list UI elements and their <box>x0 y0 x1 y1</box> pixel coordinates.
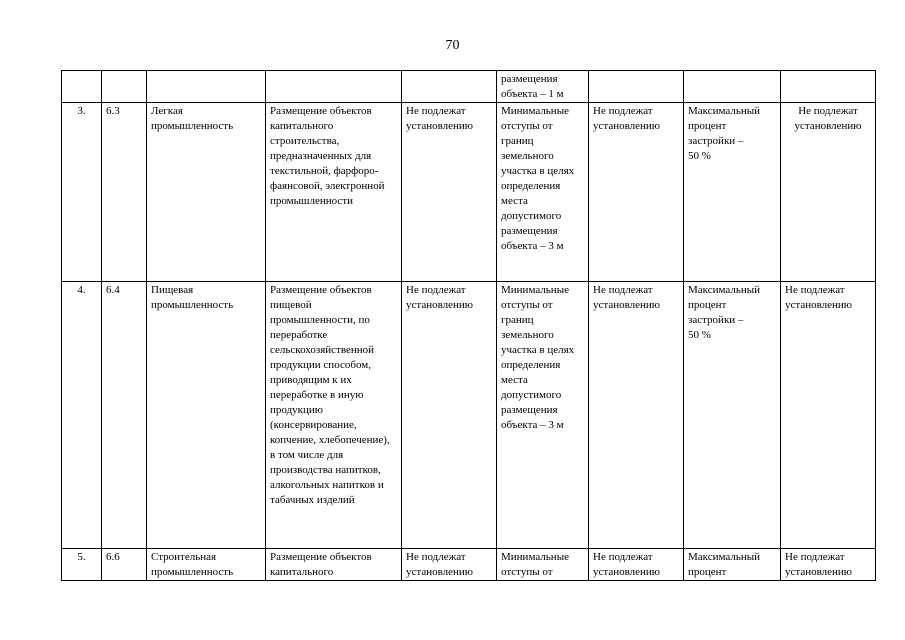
cell-empty <box>781 71 876 103</box>
cell-empty <box>402 71 497 103</box>
cell-description: Размещение объектов капитального <box>266 549 402 581</box>
cell-other: Не подлежат установлению <box>781 549 876 581</box>
cell-use-name: Пищевая промышленность <box>147 282 266 549</box>
cell-other: Не подлежат установлению <box>781 282 876 549</box>
cell-min-setback: размещения объекта – 1 м <box>497 71 589 103</box>
cell-code: 6.4 <box>102 282 147 549</box>
cell-description: Размещение объектов капитального строительства, предназначенных для текстильной, фарфоро-фаянсовой, электронной промышленности <box>266 103 402 282</box>
cell-plot-size: Не подлежат установлению <box>402 282 497 549</box>
cell-empty <box>102 71 147 103</box>
table-row <box>62 282 876 549</box>
cell-max-floors: Не подлежат установлению <box>589 549 684 581</box>
cell-other: Не подлежат установлению <box>781 103 876 282</box>
cell-empty <box>266 71 402 103</box>
cell-code: 6.6 <box>102 549 147 581</box>
cell-use-name: Строительная промышленность <box>147 549 266 581</box>
cell-description: Размещение объектов пищевой промышленности, по переработке сельскохозяйственной продукции способом, приводящим к их переработке в иную продукцию (консервирование, копчение, хлебопечение), в том числе для производства напитков, алкогольных напитков и табачных изделий <box>266 282 402 549</box>
continued-row <box>62 71 876 103</box>
cell-plot-size: Не подлежат установлению <box>402 549 497 581</box>
cell-max-coverage: Максимальный процент застройки – 50 % <box>684 103 781 282</box>
cell-row-number: 5. <box>62 549 102 581</box>
cell-empty <box>147 71 266 103</box>
cell-min-setback: Минимальные отступы от границ земельного участка в целях определения места допустимого размещения объекта – 3 м <box>497 103 589 282</box>
table-row <box>62 549 876 581</box>
cell-code: 6.3 <box>102 103 147 282</box>
cell-max-coverage: Максимальный процент <box>684 549 781 581</box>
cell-max-floors: Не подлежат установлению <box>589 282 684 549</box>
page-number: 70 <box>445 38 460 53</box>
cell-empty <box>684 71 781 103</box>
cell-min-setback: Минимальные отступы от <box>497 549 589 581</box>
cell-empty <box>589 71 684 103</box>
cell-min-setback: Минимальные отступы от границ земельного участка в целях определения места допустимого размещения объекта – 3 м <box>497 282 589 549</box>
cell-plot-size: Не подлежат установлению <box>402 103 497 282</box>
cell-use-name: Легкая промышленность <box>147 103 266 282</box>
cell-row-number: 4. <box>62 282 102 549</box>
regulations-table <box>61 70 876 581</box>
cell-row-number: 3. <box>62 103 102 282</box>
cell-max-floors: Не подлежат установлению <box>589 103 684 282</box>
cell-empty <box>62 71 102 103</box>
table-row <box>62 103 876 282</box>
cell-max-coverage: Максимальный процент застройки – 50 % <box>684 282 781 549</box>
